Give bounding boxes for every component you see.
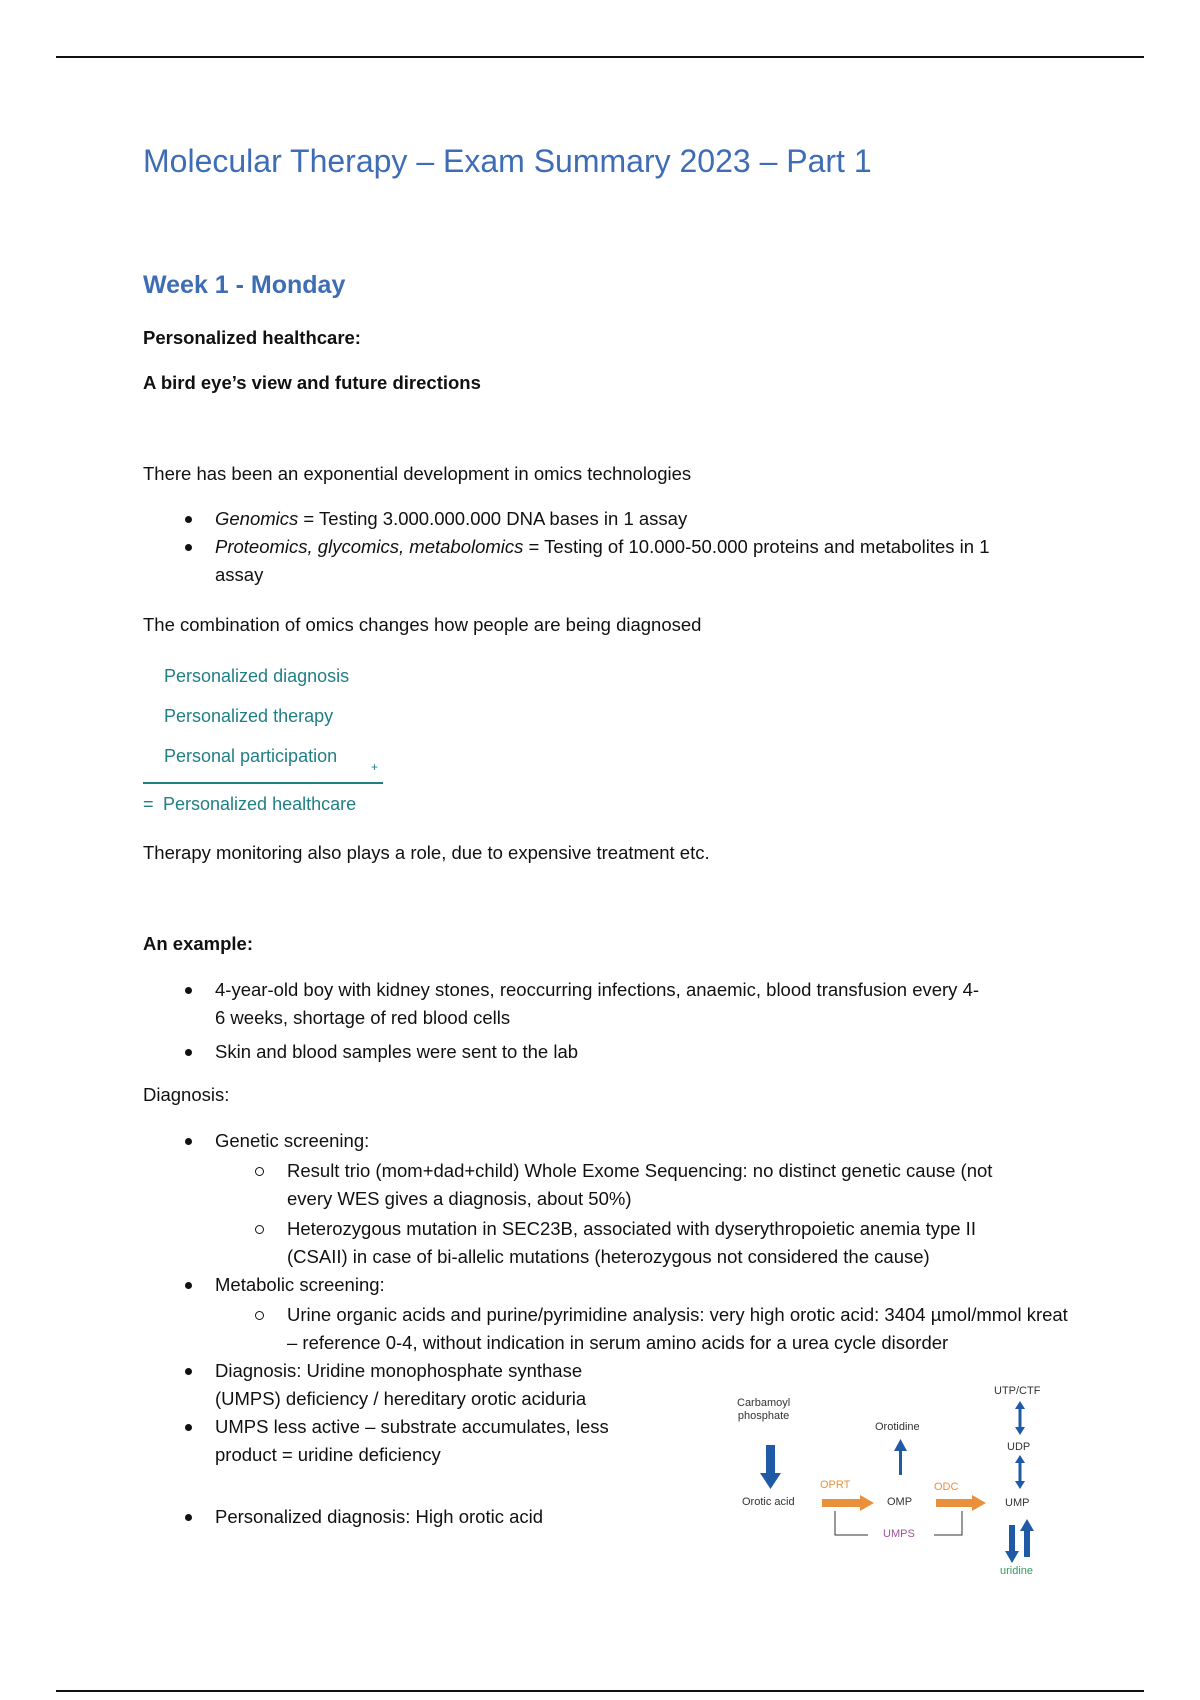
oprt-label: OPRT [820,1479,851,1491]
odc-arrow-icon [972,1495,986,1511]
list-item [143,976,985,1032]
uridine-label: uridine [1000,1565,1034,1577]
example-heading: An example: [143,933,254,954]
udp-label: UDP [1007,1441,1031,1453]
carbamoyl-line-2: phosphate [737,1410,790,1422]
formula-divider [143,782,383,784]
list-item [143,1038,1063,1066]
umps-label: UMPS [883,1528,915,1540]
umps-bracket-right [934,1511,962,1535]
list-item [143,505,1063,533]
sublist-item-text: Result trio (mom+dad+child) Whole Exome Sequencing: no distinct genetic cause (not every WES gives a diagnosis, about 50%) [287,1160,993,1209]
formula-item: Personalized therapy [164,706,334,726]
top-rule [56,56,1144,58]
metabolic-sublist [143,1301,1068,1357]
genetic-sublist [143,1157,1063,1271]
omics-term: Proteomics, glycomics, metabolomics [215,536,524,557]
list-item-text: Genetic screening: [215,1130,370,1151]
utp-ctp-label: UTP/CTF [994,1385,1041,1397]
sublist-item [215,1157,1002,1213]
monitoring-paragraph: Therapy monitoring also plays a role, due to expensive treatment etc. [143,842,710,863]
sublist-item [215,1215,1002,1271]
double-arrow-1-bottom-icon [1015,1427,1025,1435]
list-item-text: Metabolic screening: [215,1274,385,1295]
diagnosis-label: Diagnosis: [143,1084,230,1105]
list-item-text: Personalized diagnosis: High orotic acid [215,1506,544,1527]
orotidine-label: Orotidine [875,1421,920,1433]
carbamoyl-line-1: Carbamoyl [737,1397,791,1409]
sublist-item [215,1301,1069,1357]
list-item [143,533,995,589]
ump-label: UMP [1005,1497,1030,1509]
double-arrow-1-top-icon [1015,1401,1025,1409]
carbamoyl-label [737,1397,790,1423]
formula-item: Personal participation [164,746,338,766]
omics-text: = Testing 3.000.000.000 DNA bases in 1 assay [298,508,688,529]
bottom-rule [56,1690,1144,1692]
double-arrow-2-bottom-icon [1015,1481,1025,1489]
sublist-item-text: Urine organic acids and purine/pyrimidine analysis: very high orotic acid: 3404 µmol/mmol kreat – reference 0-4, without indication in serum amino acids for a urea cycle disorder [287,1304,1068,1353]
intro-paragraph: There has been an exponential development in omics technologies [143,463,692,484]
oprt-arrow-icon [860,1495,874,1511]
pyrimidine-pathway-figure [720,1385,1050,1585]
list-item-text: UMPS less active – substrate accumulates, less product = uridine deficiency [215,1416,609,1465]
uridine-down-arrow-body [1009,1525,1015,1553]
up-arrow-icon [894,1439,907,1451]
uridine-down-arrow-icon [1005,1551,1019,1563]
omics-list [143,505,1063,589]
list-item-text: Skin and blood samples were sent to the lab [215,1041,579,1062]
omics-text: = Testing of 10.000-50.000 proteins and metabolites in 1 assay [215,536,990,585]
sublist-item-text: Heterozygous mutation in SEC23B, associated with dyserythropoietic anemia type II (CSAII) in case of bi-allelic mutations (heterozygous not considered the cause) [287,1218,976,1267]
list-item-text: Diagnosis: Uridine monophosphate synthase (UMPS) deficiency / hereditary orotic aciduria [215,1360,587,1409]
list-item [143,1127,1063,1271]
umps-bracket-left [835,1511,868,1535]
omics-term: Genomics [215,508,299,529]
double-arrow-2-top-icon [1015,1455,1025,1463]
plus-sign: + [371,760,379,774]
oprt-arrow-body [822,1499,860,1507]
example-list [143,976,1063,1066]
document-title: Molecular Therapy – Exam Summary 2023 – Part 1 [143,143,872,179]
list-item [143,1413,645,1469]
week-heading: Week 1 - Monday [143,271,346,299]
orotic-acid-label: Orotic acid [742,1496,795,1508]
odc-label: ODC [934,1481,959,1493]
up-arrow-body [899,1449,902,1475]
topic-heading: Personalized healthcare: [143,327,361,348]
uridine-up-arrow-body [1024,1529,1030,1557]
subtopic-heading: A bird eye’s view and future directions [143,372,481,393]
list-item [143,1357,645,1413]
formula-item: Personalized diagnosis [164,666,350,686]
formula-result: Personalized healthcare [163,794,357,814]
equals-sign: = [143,794,154,814]
down-arrow-icon [760,1473,781,1489]
combination-paragraph: The combination of omics changes how people are being diagnosed [143,614,702,635]
list-item [143,1271,1068,1357]
uridine-up-arrow-icon [1020,1519,1034,1531]
omp-label: OMP [887,1496,913,1508]
odc-arrow-body [936,1499,972,1507]
down-arrow-body [766,1445,775,1475]
list-item-text: 4-year-old boy with kidney stones, reoccurring infections, anaemic, blood transfusion every 4-6 weeks, shortage of red blood cells [215,979,980,1028]
